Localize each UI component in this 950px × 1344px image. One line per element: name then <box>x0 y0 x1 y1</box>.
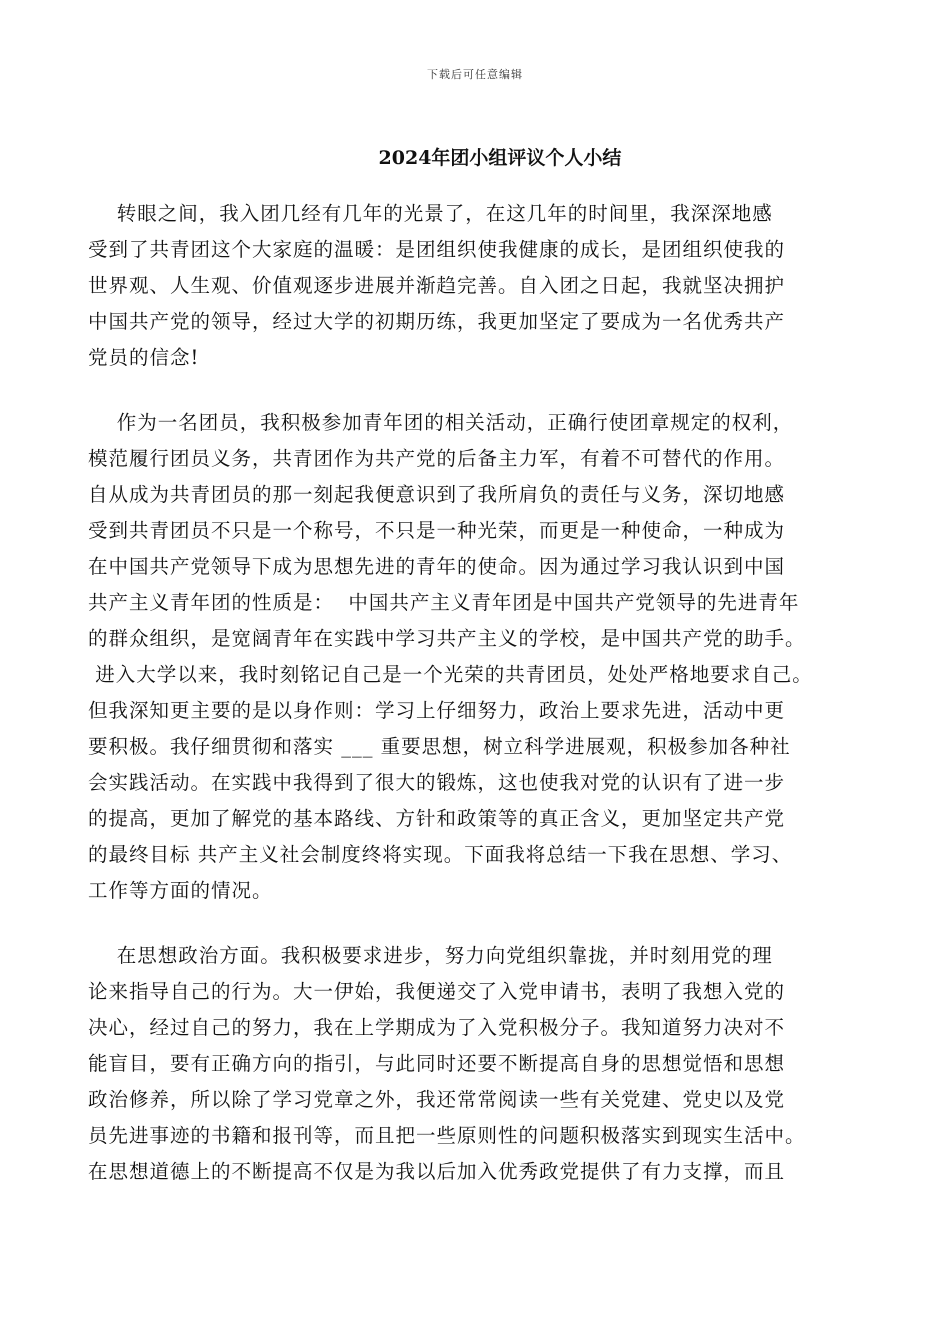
header-note: 下载后可任意编辑 <box>427 68 523 81</box>
text-line: 要积极。我仔细贯彻和落实 ___ 重要思想，树立科学进展观，积极参加各种社 <box>88 735 791 758</box>
text-line: 政治修养，所以除了学习党章之外，我还常常阅读一些有关党建、党史以及党 <box>88 1088 786 1111</box>
text-line: 会实践活动。在实践中我得到了很大的锻炼，这也使我对党的认识有了进一步 <box>88 771 786 794</box>
text-line: 员先进事迹的书籍和报刊等，而且把一些原则性的问题积极落实到现实生活中。 <box>88 1124 806 1147</box>
text-line: 决心，经过自己的努力，我在上学期成为了入党积极分子。我知道努力决对不 <box>88 1016 786 1039</box>
text-line: 但我深知更主要的是以身作则：学习上仔细努力，政治上要求先进，活动中更 <box>88 699 786 722</box>
text-line: 能盲目，要有正确方向的指引，与此同时还要不断提高自身的思想觉悟和思想 <box>88 1052 786 1075</box>
text-line: 中国共产党的领导，经过大学的初期历练，我更加坚定了要成为一名优秀共产 <box>88 310 786 333</box>
text-line: 在思想道德上的不断提高不仅是为我以后加入优秀政党提供了有力支撑，而且 <box>88 1160 786 1183</box>
text-line: 转眼之间，我入团几经有几年的光景了，在这几年的时间里，我深深地感 <box>88 202 773 225</box>
text-line: 世界观、人生观、价值观逐步进展并渐趋完善。自入团之日起，我就坚决拥护 <box>88 274 786 297</box>
text-line: 进入大学以来，我时刻铭记自己是一个光荣的共青团员，处处严格地要求自己。 <box>88 663 813 686</box>
text-line: 自从成为共青团员的那一刻起我便意识到了我所肩负的责任与义务，深切地感 <box>88 483 786 506</box>
paragraph-2 <box>88 405 863 909</box>
text-line: 的最终目标 共产主义社会制度终将实现。下面我将总结一下我在思想、学习、 <box>88 843 793 866</box>
paragraph-3 <box>88 938 863 1190</box>
text-line: 受到共青团员不只是一个称号，不只是一种光荣，而更是一种使命，一种成为 <box>88 519 786 542</box>
text-line: 在中国共产党领导下成为思想先进的青年的使命。因为通过学习我认识到中国 <box>88 555 786 578</box>
text-line: 论来指导自己的行为。大一伊始，我便递交了入党申请书，表明了我想入党的 <box>88 980 786 1003</box>
paragraph-1 <box>88 196 863 376</box>
text-line: 的群众组织，是宽阔青年在实践中学习共产主义的学校，是中国共产党的助手。 <box>88 627 806 650</box>
text-line: 作为一名团员，我积极参加青年团的相关活动，正确行使团章规定的权利， <box>88 411 794 434</box>
text-line: 党员的信念! <box>88 346 200 369</box>
text-line: 的提高，更加了解党的基本路线、方针和政策等的真正含义，更加坚定共产党 <box>88 807 786 830</box>
text-line: 在思想政治方面。我积极要求进步，努力向党组织靠拢，并时刻用党的理 <box>88 944 773 967</box>
text-line: 受到了共青团这个大家庭的温暖：是团组织使我健康的成长，是团组织使我的 <box>88 238 786 261</box>
text-line: 共产主义青年团的性质是： 中国共产主义青年团是中国共产党领导的先进青年 <box>88 591 800 614</box>
document-title: 2024年团小组评议个人小结 <box>378 147 622 169</box>
document-body <box>88 196 863 1219</box>
text-line: 工作等方面的情况。 <box>88 879 273 902</box>
text-line: 模范履行团员义务，共青团作为共产党的后备主力军，有着不可替代的作用。 <box>88 447 786 470</box>
